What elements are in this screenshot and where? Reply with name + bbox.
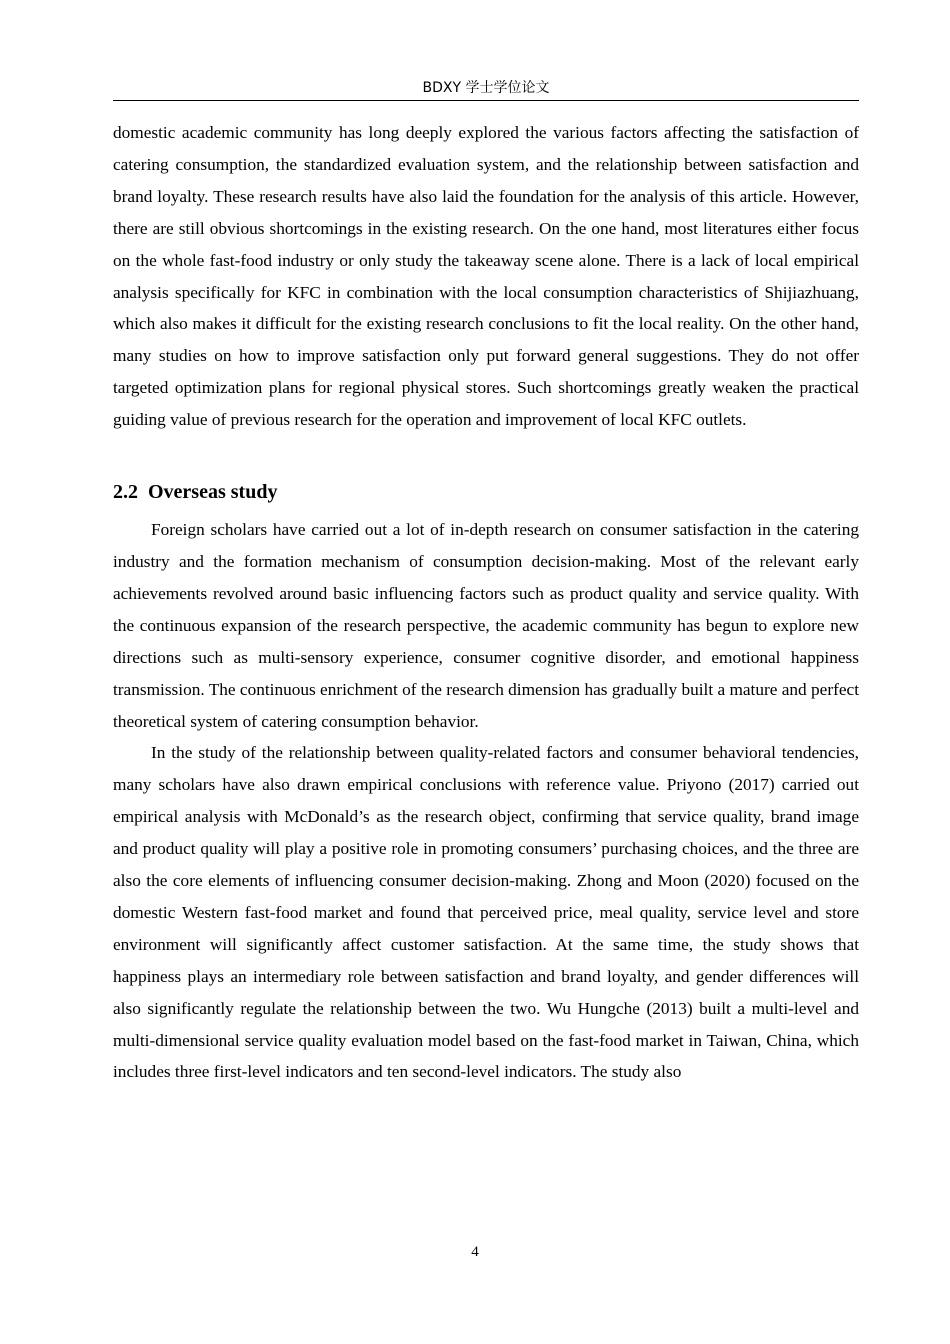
section-heading	[113, 476, 859, 508]
header-divider	[113, 100, 859, 101]
page-number: 4	[471, 1244, 479, 1260]
body-paragraph: domestic academic community has long deeply explored the various factors affecting the satisfaction of catering consumption, the standardized evaluation system, and the relationship between satisfaction and brand loyalty. These research results have also laid the foundation for the analysis of this article. However, there are still obvious shortcomings in the existing research. On the one hand, most literatures either focus on the whole fast-food industry or only study the takeaway scene alone. There is a lack of local empirical analysis specifically for KFC in combination with the local consumption characteristics of Shijiazhuang, which also makes it difficult for the existing research conclusions to fit the local reality. On the other hand, many studies on how to improve satisfaction only put forward general suggestions. They do not offer targeted optimization plans for regional physical stores. Such shortcomings greatly weaken the practical guiding value of previous research for the operation and improvement of local KFC outlets.	[113, 123, 859, 430]
page-body	[113, 117, 859, 1088]
section-number: 2.2	[113, 481, 138, 504]
section-title: Overseas study	[148, 481, 278, 504]
running-header: BDXY 学士学位论文	[422, 80, 550, 96]
body-paragraph: In the study of the relationship between quality-related factors and consumer behavioral tendencies, many scholars have also drawn empirical conclusions with reference value. Priyono (2017) carried out empirical analysis with McDonald’s as the research object, confirming that service quality, brand image and product quality will play a positive role in promoting consumers’ purchasing choices, and the three are also the core elements of influencing consumer decision-making. Zhong and Moon (2020) focused on the domestic Western fast-food market and found that perceived price, meal quality, service level and store environment will significantly affect customer satisfaction. At the same time, the study shows that happiness plays an intermediary role between satisfaction and brand loyalty, and gender differences will also significantly regulate the relationship between the two. Wu Hungche (2013) built a multi-level and multi-dimensional service quality evaluation model based on the fast-food market in Taiwan, China, which includes three first-level indicators and ten second-level indicators. The study also	[113, 743, 859, 1082]
body-paragraph: Foreign scholars have carried out a lot of in-depth research on consumer satisfaction in the catering industry and the formation mechanism of consumption decision-making. Most of the relevant early achievements revolved around basic influencing factors such as product quality and service quality. With the continuous expansion of the research perspective, the academic community has begun to explore new directions such as multi-sensory experience, consumer cognitive disorder, and emotional happiness transmission. The continuous enrichment of the research dimension has gradually built a mature and perfect theoretical system of catering consumption behavior.	[113, 520, 859, 731]
